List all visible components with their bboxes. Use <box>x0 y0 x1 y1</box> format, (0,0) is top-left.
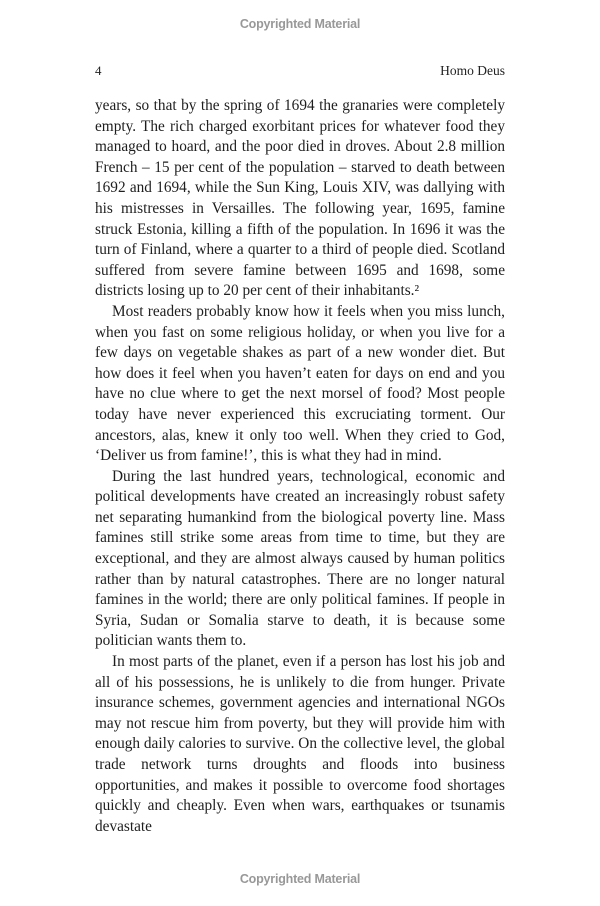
paragraph: years, so that by the spring of 1694 the granaries were completely empty. The rich charged exorbitant prices for whatever food they managed to hoard, and the poor died in droves. About 2.8 million French – 15 per cent of the population – starved to death between 1692 and 1694, while the Sun King, Louis XIV, was dallying with his mistresses in Versailles. The following year, 1695, famine struck Estonia, killing a fifth of the population. In 1696 it was the turn of Finland, where a quarter to a third of people died. Scotland suffered from severe famine between 1695 and 1698, some districts losing up to 20 per cent of their inhabitants.² <box>95 97 505 300</box>
copyright-watermark-bottom: Copyrighted Material <box>239 872 361 886</box>
paragraph: In most parts of the planet, even if a person has lost his job and all of his possessions, he is unlikely to die from hunger. Private insurance schemes, government agencies and international NGOs may not rescue him from poverty, but they will provide him with enough daily calories to survive. On the collective level, the global trade network turns droughts and floods into business opportunities, and makes it possible to overcome food shortages quickly and cheaply. Even when wars, earthquakes or tsunamis devastate <box>95 653 505 835</box>
running-head <box>95 63 505 79</box>
copyright-watermark-top: Copyrighted Material <box>239 17 361 31</box>
paragraph: During the last hundred years, technological, economic and political developments have created an increasingly robust safety net separating humankind from the biological poverty line. Mass famines still strike some areas from time to time, but they are exceptional, and they are almost always caused by human politics rather than by natural catastrophes. There are no longer natural famines in the world; there are only political famines. If people in Syria, Sudan or Somalia starve to death, it is because some politician wants them to. <box>95 467 505 650</box>
running-head-title: Homo Deus <box>440 63 505 78</box>
page-body-text <box>95 96 505 837</box>
paragraph: Most readers probably know how it feels when you miss lunch, when you fast on some religious holiday, or when you live for a few days on vegetable shakes as part of a new wonder diet. But how does it feel when you haven’t eaten for days on end and you have no clue where to get the next morsel of food? Most people today have never experienced this excruciating torment. Our ancestors, alas, knew it only too well. When they cried to God, ‘Deliver us from famine!’, this is what they had in mind. <box>95 302 505 465</box>
page-number: 4 <box>95 63 102 78</box>
